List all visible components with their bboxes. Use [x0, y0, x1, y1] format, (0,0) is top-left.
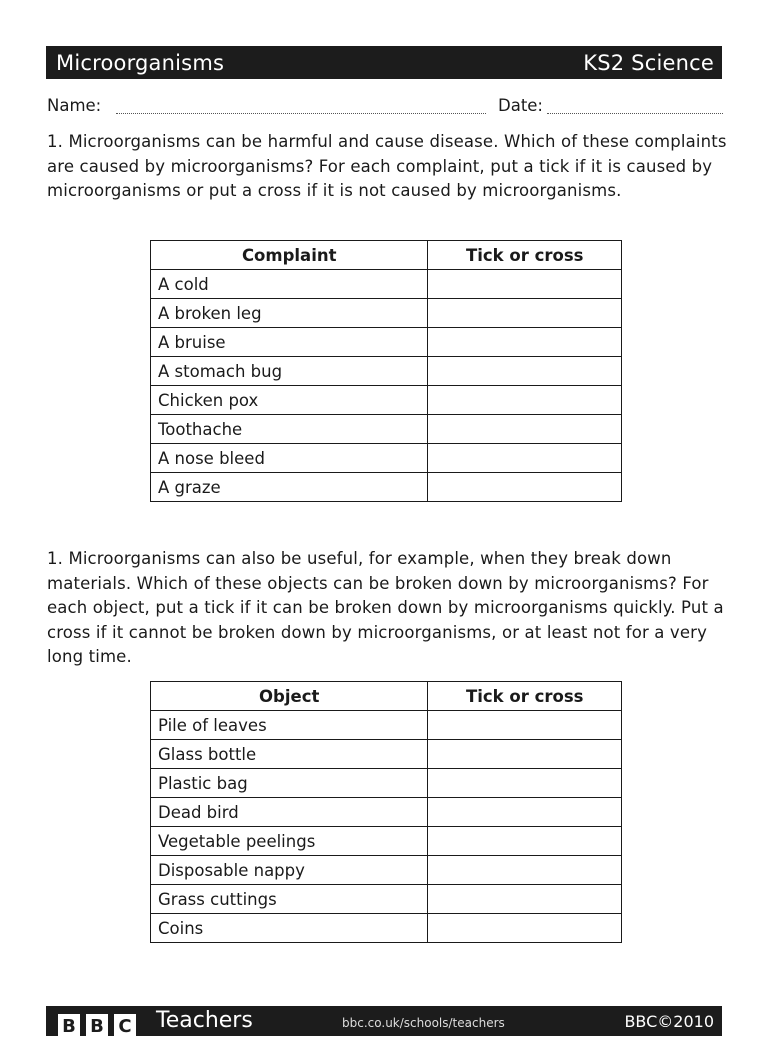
table-row — [151, 711, 622, 740]
tick-column-header: Tick or cross — [428, 241, 622, 270]
worksheet-header — [46, 46, 722, 79]
answer-cell[interactable] — [428, 270, 622, 299]
object-column-header: Object — [151, 682, 428, 711]
answer-cell[interactable] — [428, 885, 622, 914]
table-row — [151, 914, 622, 943]
table-header-row — [151, 682, 622, 711]
name-label: Name: — [47, 96, 102, 115]
object-table — [150, 681, 622, 943]
bbc-logo-letter: B — [86, 1014, 108, 1036]
answer-cell[interactable] — [428, 415, 622, 444]
table-header-row — [151, 241, 622, 270]
complaint-cell: Toothache — [151, 415, 428, 444]
bbc-logo-letter: C — [114, 1014, 136, 1036]
answer-cell[interactable] — [428, 769, 622, 798]
table-row — [151, 856, 622, 885]
complaint-table — [150, 240, 622, 502]
complaint-cell: Chicken pox — [151, 386, 428, 415]
answer-cell[interactable] — [428, 357, 622, 386]
footer-brand: Teachers — [156, 1008, 253, 1033]
table-row — [151, 885, 622, 914]
answer-cell[interactable] — [428, 827, 622, 856]
answer-cell[interactable] — [428, 856, 622, 885]
table-row — [151, 415, 622, 444]
table-row — [151, 827, 622, 856]
footer-bar — [46, 1006, 722, 1036]
question-1-text: 1. Microorganisms can be harmful and cause disease. Which of these complaints are caused by microorganisms? For each complaint, put a tick if it is caused by microorganisms or put a cross if it is not caused by microorganisms. — [47, 132, 727, 201]
object-cell: Vegetable peelings — [151, 827, 428, 856]
object-cell: Grass cuttings — [151, 885, 428, 914]
complaint-cell: A nose bleed — [151, 444, 428, 473]
object-cell: Pile of leaves — [151, 711, 428, 740]
footer-url[interactable]: bbc.co.uk/schools/teachers — [342, 1016, 505, 1030]
object-cell: Dead bird — [151, 798, 428, 827]
answer-cell[interactable] — [428, 711, 622, 740]
subject-label: KS2 Science — [583, 50, 714, 75]
table-row — [151, 328, 622, 357]
complaint-cell: A bruise — [151, 328, 428, 357]
complaint-cell: A cold — [151, 270, 428, 299]
complaint-cell: A broken leg — [151, 299, 428, 328]
table-row — [151, 299, 622, 328]
table-row — [151, 357, 622, 386]
answer-cell[interactable] — [428, 473, 622, 502]
table-row — [151, 798, 622, 827]
answer-cell[interactable] — [428, 299, 622, 328]
tick-column-header: Tick or cross — [428, 682, 622, 711]
bbc-logo-letter: B — [58, 1014, 80, 1036]
answer-cell[interactable] — [428, 798, 622, 827]
name-field[interactable] — [116, 113, 486, 114]
object-cell: Plastic bag — [151, 769, 428, 798]
date-label: Date: — [498, 96, 543, 115]
question-2-text: 1. Microorganisms can also be useful, for example, when they break down materials. Which of these objects can be broken down by microorganisms? For each object, put a tick if it can be broken down by microorganisms quickly. Put a cross if it cannot be broken down by microorganisms, or at least not for a very long time. — [47, 549, 724, 667]
name-date-row — [47, 96, 723, 120]
object-cell: Glass bottle — [151, 740, 428, 769]
answer-cell[interactable] — [428, 386, 622, 415]
answer-cell[interactable] — [428, 740, 622, 769]
object-cell: Disposable nappy — [151, 856, 428, 885]
table-row — [151, 270, 622, 299]
table-row — [151, 769, 622, 798]
answer-cell[interactable] — [428, 914, 622, 943]
table-row — [151, 740, 622, 769]
worksheet-title: Microorganisms — [56, 50, 225, 75]
complaint-column-header: Complaint — [151, 241, 428, 270]
answer-cell[interactable] — [428, 328, 622, 357]
table-row — [151, 473, 622, 502]
object-cell: Coins — [151, 914, 428, 943]
table-row — [151, 386, 622, 415]
footer-copyright: BBC©2010 — [624, 1012, 714, 1031]
answer-cell[interactable] — [428, 444, 622, 473]
date-field[interactable] — [547, 113, 723, 114]
complaint-cell: A stomach bug — [151, 357, 428, 386]
complaint-cell: A graze — [151, 473, 428, 502]
table-row — [151, 444, 622, 473]
